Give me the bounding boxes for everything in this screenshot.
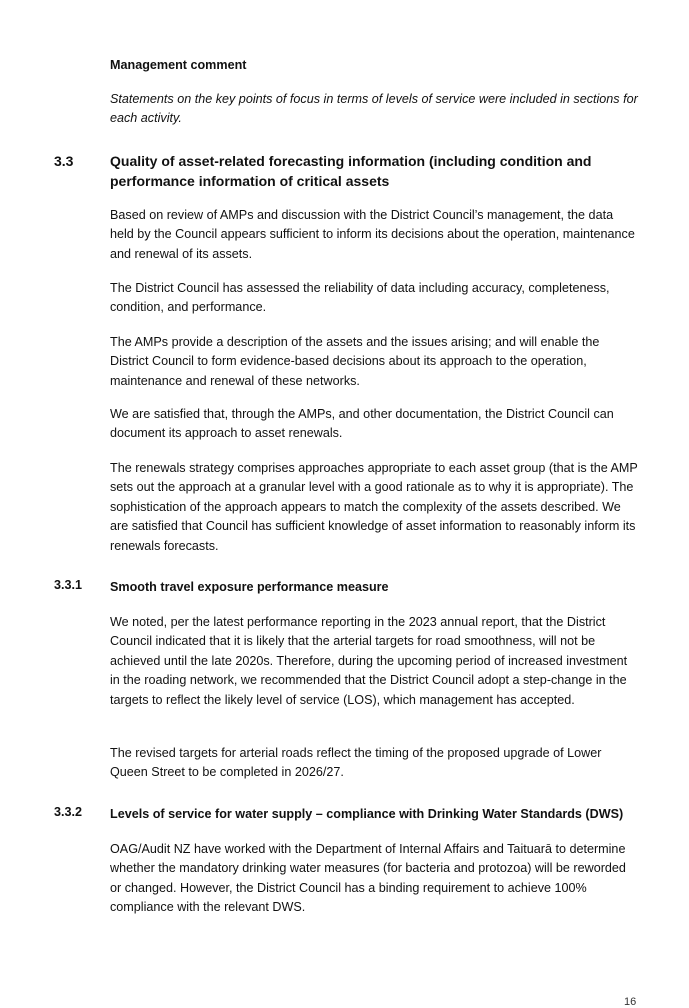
section-number: 3.3 bbox=[54, 153, 74, 169]
paragraph: Based on review of AMPs and discussion with the District Council’s management, the data held by the Council appears sufficient to inform its decisions about the operation, maintenance and renewal of its assets. bbox=[110, 208, 635, 261]
subsection-title: Smooth travel exposure performance measure bbox=[110, 580, 389, 594]
page-number: 16 bbox=[624, 996, 637, 1008]
paragraph: The renewals strategy comprises approaches appropriate to each asset group (that is the AMP sets out the approach at a granular level with a good rationale as to why it is appropriate). The sophistication of the approach appears to match the complexity of the assets described. We are satisfied that Council has sufficient knowledge of asset information to reasonably inform its renewals forecasts. bbox=[110, 461, 638, 553]
subsection-number: 3.3.1 bbox=[54, 578, 83, 592]
subsection-title: Levels of service for water supply – compliance with Drinking Water Standards (DWS) bbox=[110, 807, 624, 821]
management-comment-text: Statements on the key points of focus in terms of levels of service were included in sections for each activity. bbox=[110, 92, 638, 126]
paragraph: We noted, per the latest performance reporting in the 2023 annual report, that the District Council indicated that it is likely that the arterial targets for road smoothness, will not be achieved until the late 2020s. Therefore, during the upcoming period of increased investment in the roading network, we recommended that the District Council adopt a step-change in the targets to reflect the likely level of service (LOS), which management has accepted. bbox=[110, 615, 628, 707]
paragraph: The District Council has assessed the reliability of data including accuracy, completeness, condition, and performance. bbox=[110, 281, 610, 315]
paragraph: The revised targets for arterial roads reflect the timing of the proposed upgrade of Lower Queen Street to be completed in 2026/27. bbox=[110, 746, 602, 780]
paragraph: We are satisfied that, through the AMPs, and other documentation, the District Council can document its approach to asset renewals. bbox=[110, 407, 614, 441]
paragraph: The AMPs provide a description of the assets and the issues arising; and will enable the District Council to form evidence-based decisions about its approach to the operation, maintenance and renewal of these networks. bbox=[110, 335, 600, 388]
subsection-number: 3.3.2 bbox=[54, 805, 83, 819]
paragraph: OAG/Audit NZ have worked with the Department of Internal Affairs and Taituarā to determine whether the mandatory drinking water measures (for bacteria and protozoa) will be reworded or changed. However, the District Council has a binding requirement to achieve 100% compliance with the relevant DWS. bbox=[110, 842, 626, 915]
management-comment-heading: Management comment bbox=[110, 58, 247, 72]
section-title: Quality of asset-related forecasting information (including condition and performance information of critical assets bbox=[110, 153, 592, 189]
